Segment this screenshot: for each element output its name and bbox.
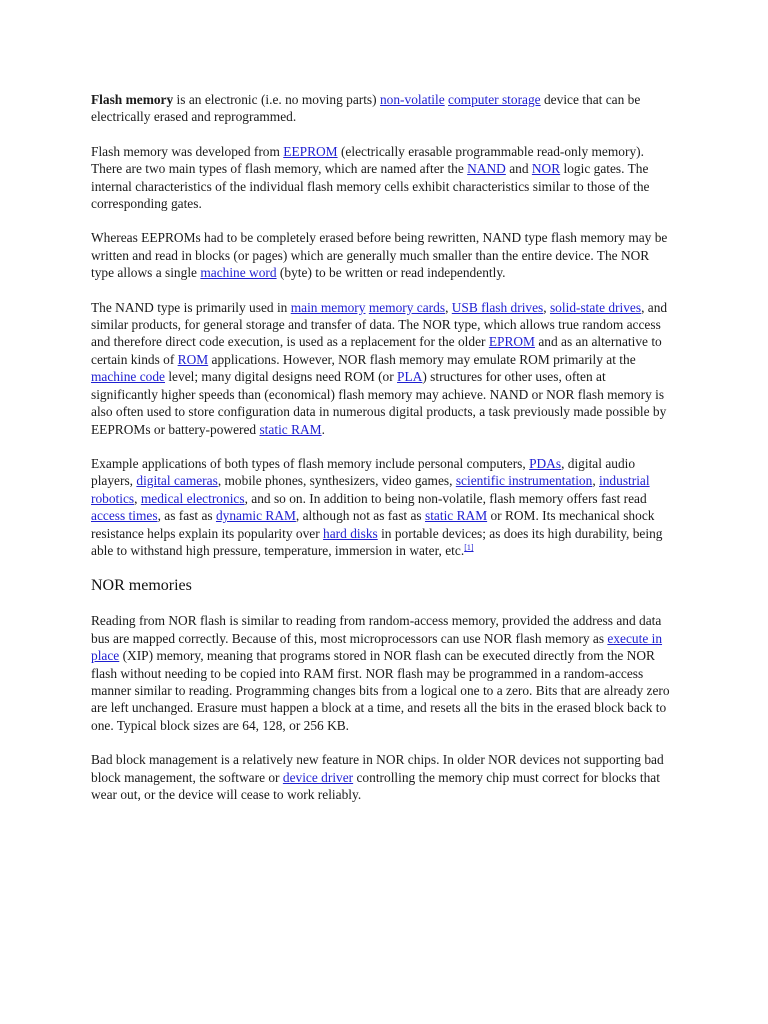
link-industrial-robotics[interactable]: industrial robotics [91, 473, 650, 506]
link-memory-cards[interactable]: memory cards [368, 299, 446, 315]
link-machine-word[interactable]: machine word [200, 265, 277, 281]
link-computer-storage[interactable]: computer storage [448, 92, 541, 107]
text: logic gates. The internal characteristics of the individual flash memory cells exhibit characteristics similar to those of the corresponding gates. [91, 161, 650, 212]
link-access-times[interactable]: access times [91, 508, 158, 524]
text: ) structures for other uses, often at significantly higher speeds than (economical) flash memory may achieve. NAND or NOR flash memory is also often used to store configuration data in numerous digital products, a task previously made possible by EEPROMs or battery-powered [91, 369, 667, 437]
text: , digital audio players, [91, 455, 636, 489]
link-non-volatile[interactable]: non-volatile [379, 92, 445, 107]
link-machine-code[interactable]: machine code [91, 369, 165, 385]
paragraph-bad-block [91, 751, 674, 803]
term-flash-memory: Flash memory [91, 92, 174, 107]
link-digital-cameras[interactable]: digital cameras [136, 473, 218, 489]
text: , and so on. In addition to being non-volatile, flash memory offers fast read [244, 490, 647, 506]
text: , [134, 490, 141, 506]
text: device that can be electrically erased and reprogrammed. [91, 92, 641, 125]
reference-link-1[interactable]: [1] [464, 542, 474, 552]
link-usb-flash-drives[interactable]: USB flash drives [451, 299, 544, 315]
text: Whereas EEPROMs had to be completely erased before being rewritten, NAND type flash memory may be written and read in blocks (or pages) which are generally much smaller than the entire device. The NOR type allows a single [91, 230, 668, 281]
paragraph-intro [91, 91, 674, 126]
text: (byte) to be written or read independently. [276, 265, 506, 281]
link-nand[interactable]: NAND [467, 161, 506, 177]
link-eeprom[interactable]: EEPROM [283, 143, 338, 159]
text: . [321, 421, 325, 437]
text: or ROM. Its mechanical shock resistance helps explain its popularity over [91, 508, 655, 541]
link-main-memory[interactable]: main memory [290, 299, 366, 315]
section-heading-nor-memories: NOR memories [91, 577, 192, 595]
link-dynamic-ram[interactable]: dynamic RAM [215, 508, 296, 524]
link-hard-disks[interactable]: hard disks [323, 525, 378, 541]
text: level; many digital designs need ROM (or [164, 369, 398, 385]
text: controlling the memory chip must correct for blocks that wear out, or the device will cease to work reliably. [91, 769, 660, 802]
link-static-ram[interactable]: static RAM [259, 421, 322, 437]
text: , mobile phones, synthesizers, video games, [217, 473, 456, 489]
text: (XIP) memory, meaning that programs stored in NOR flash can be executed directly from the NOR flash without needing to be copied into RAM first. NOR flash may be programmed in a random-access manner similar to reading. Programming changes bits from a logical one to a zero. Bits that are already zero are left unchanged. Erasure must happen a block at a time, and resets all the bits in the erased block back to one. Typical block sizes are 64, 128, or 256 KB. [91, 648, 670, 733]
link-rom[interactable]: ROM [177, 351, 209, 367]
text: applications. However, NOR flash memory may emulate ROM primarily at the [208, 351, 636, 367]
text: , [592, 473, 600, 489]
text: , as fast as [157, 508, 216, 524]
paragraph-history [91, 143, 674, 213]
text: , although not as fast as [295, 508, 425, 524]
paragraph-erase [91, 229, 674, 281]
link-static-ram[interactable]: static RAM [424, 508, 488, 524]
text: , [543, 299, 550, 315]
text: , [445, 299, 452, 315]
text: and [505, 161, 532, 177]
text: Bad block management is a relatively new feature in NOR chips. In older NOR devices not supporting bad block management, the software or [91, 752, 664, 785]
paragraph-applications [91, 455, 674, 559]
link-solid-state-drives[interactable]: solid-state drives [549, 299, 642, 315]
link-execute-in-place[interactable]: execute in place [91, 630, 663, 664]
text: and as an alternative to certain kinds of [91, 334, 662, 367]
link-pla[interactable]: PLA [397, 369, 423, 385]
text: Reading from NOR flash is similar to reading from random-access memory, provided the address and data bus are mapped correctly. Because of this, most microprocessors can use NOR flash memory as [91, 613, 662, 646]
text: , and similar products, for general storage and transfer of data. The NOR type, which allows true random access and therefore direct code execution, is used as a replacement for the older [91, 299, 668, 350]
link-nor[interactable]: NOR [531, 161, 561, 177]
text: (electrically erasable programmable read-only memory). There are two main types of flash memory, which are named after the [91, 143, 644, 177]
text: Example applications of both types of flash memory include personal computers, [91, 455, 530, 471]
paragraph-nor-reading [91, 612, 674, 734]
text: The NAND type is primarily used in [91, 299, 291, 315]
link-eprom[interactable]: EPROM [488, 334, 535, 350]
link-pdas[interactable]: PDAs [529, 455, 562, 471]
document-body [91, 91, 674, 820]
text: Flash memory was developed from [91, 143, 284, 159]
text: is an electronic (i.e. no moving parts) [173, 92, 380, 107]
link-scientific-instrumentation[interactable]: scientific instrumentation [455, 473, 593, 489]
paragraph-uses [91, 299, 674, 438]
link-device-driver[interactable]: device driver [282, 769, 354, 785]
text: in portable devices; as does its high durability, being able to withstand high pressure, temperature, immersion in water, etc. [91, 525, 663, 558]
link-medical-electronics[interactable]: medical electronics [140, 490, 245, 506]
